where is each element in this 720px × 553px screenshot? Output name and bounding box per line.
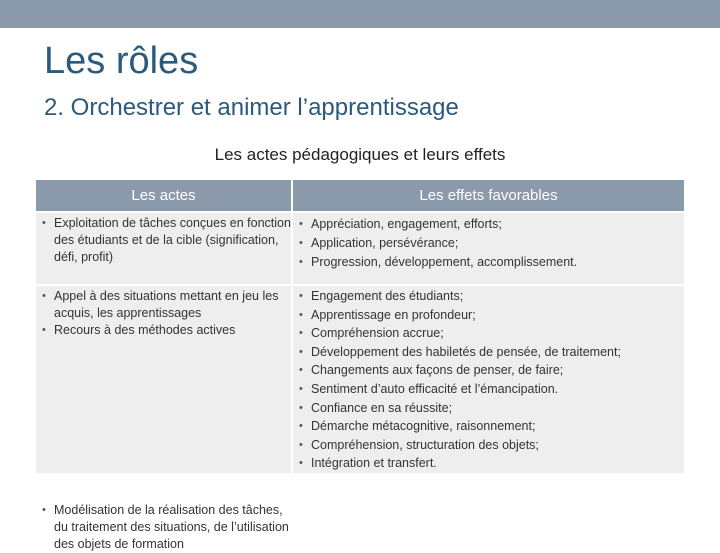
header-actes: Les actes bbox=[36, 180, 292, 212]
list-item: • Compréhension accrue; bbox=[293, 324, 684, 343]
effets-cell bbox=[292, 285, 684, 473]
table-caption: Les actes pédagogiques et leurs effets bbox=[214, 145, 506, 164]
effets-cell bbox=[292, 212, 684, 285]
actes-list bbox=[36, 213, 291, 266]
actes-cell bbox=[36, 212, 292, 285]
list-item: • Développement des habiletés de pensée, de traitement; bbox=[293, 343, 684, 362]
list-item: • Modélisation de la réalisation des tâches, du traitement des situations, de l’utilisation des objets de formation bbox=[36, 502, 292, 553]
slide-title: Les rôles bbox=[44, 40, 199, 82]
list-item: • Démarche métacognitive, raisonnement; bbox=[293, 417, 684, 436]
header-effets: Les effets favorables bbox=[292, 180, 684, 212]
list-item: • Engagement des étudiants; bbox=[293, 287, 684, 306]
list-item: • Progression, développement, accomplissement. bbox=[293, 253, 684, 272]
slide-subtitle: 2. Orchestrer et animer l’apprentissage bbox=[44, 94, 459, 121]
list-item: • Sentiment d’auto efficacité et l’émancipation. bbox=[293, 380, 684, 399]
effets-list bbox=[293, 213, 684, 272]
list-item: • Recours à des méthodes actives bbox=[36, 322, 291, 339]
table-header-row bbox=[36, 180, 684, 212]
actes-cell bbox=[36, 285, 292, 551]
list-item: • Changements aux façons de penser, de faire; bbox=[293, 361, 684, 380]
list-item: • Apprentissage en profondeur; bbox=[293, 306, 684, 325]
table-row bbox=[36, 285, 684, 473]
list-item: • Compréhension, structuration des objets; bbox=[293, 436, 684, 455]
actes-list bbox=[36, 286, 291, 339]
top-banner bbox=[0, 0, 720, 28]
actes-list-secondary bbox=[36, 502, 292, 553]
list-item: • Appréciation, engagement, efforts; bbox=[293, 215, 684, 234]
effets-list bbox=[293, 286, 684, 473]
list-item: • Application, persévérance; bbox=[293, 234, 684, 253]
table-row bbox=[36, 212, 684, 285]
list-item: • Appel à des situations mettant en jeu les acquis, les apprentissages bbox=[36, 288, 291, 322]
roles-table bbox=[36, 180, 684, 551]
list-item: • Confiance en sa réussite; bbox=[293, 399, 684, 418]
list-item: • Exploitation de tâches conçues en fonction des étudiants et de la cible (signification, défi, profit) bbox=[36, 215, 291, 266]
list-item: • Intégration et transfert. bbox=[293, 454, 684, 473]
